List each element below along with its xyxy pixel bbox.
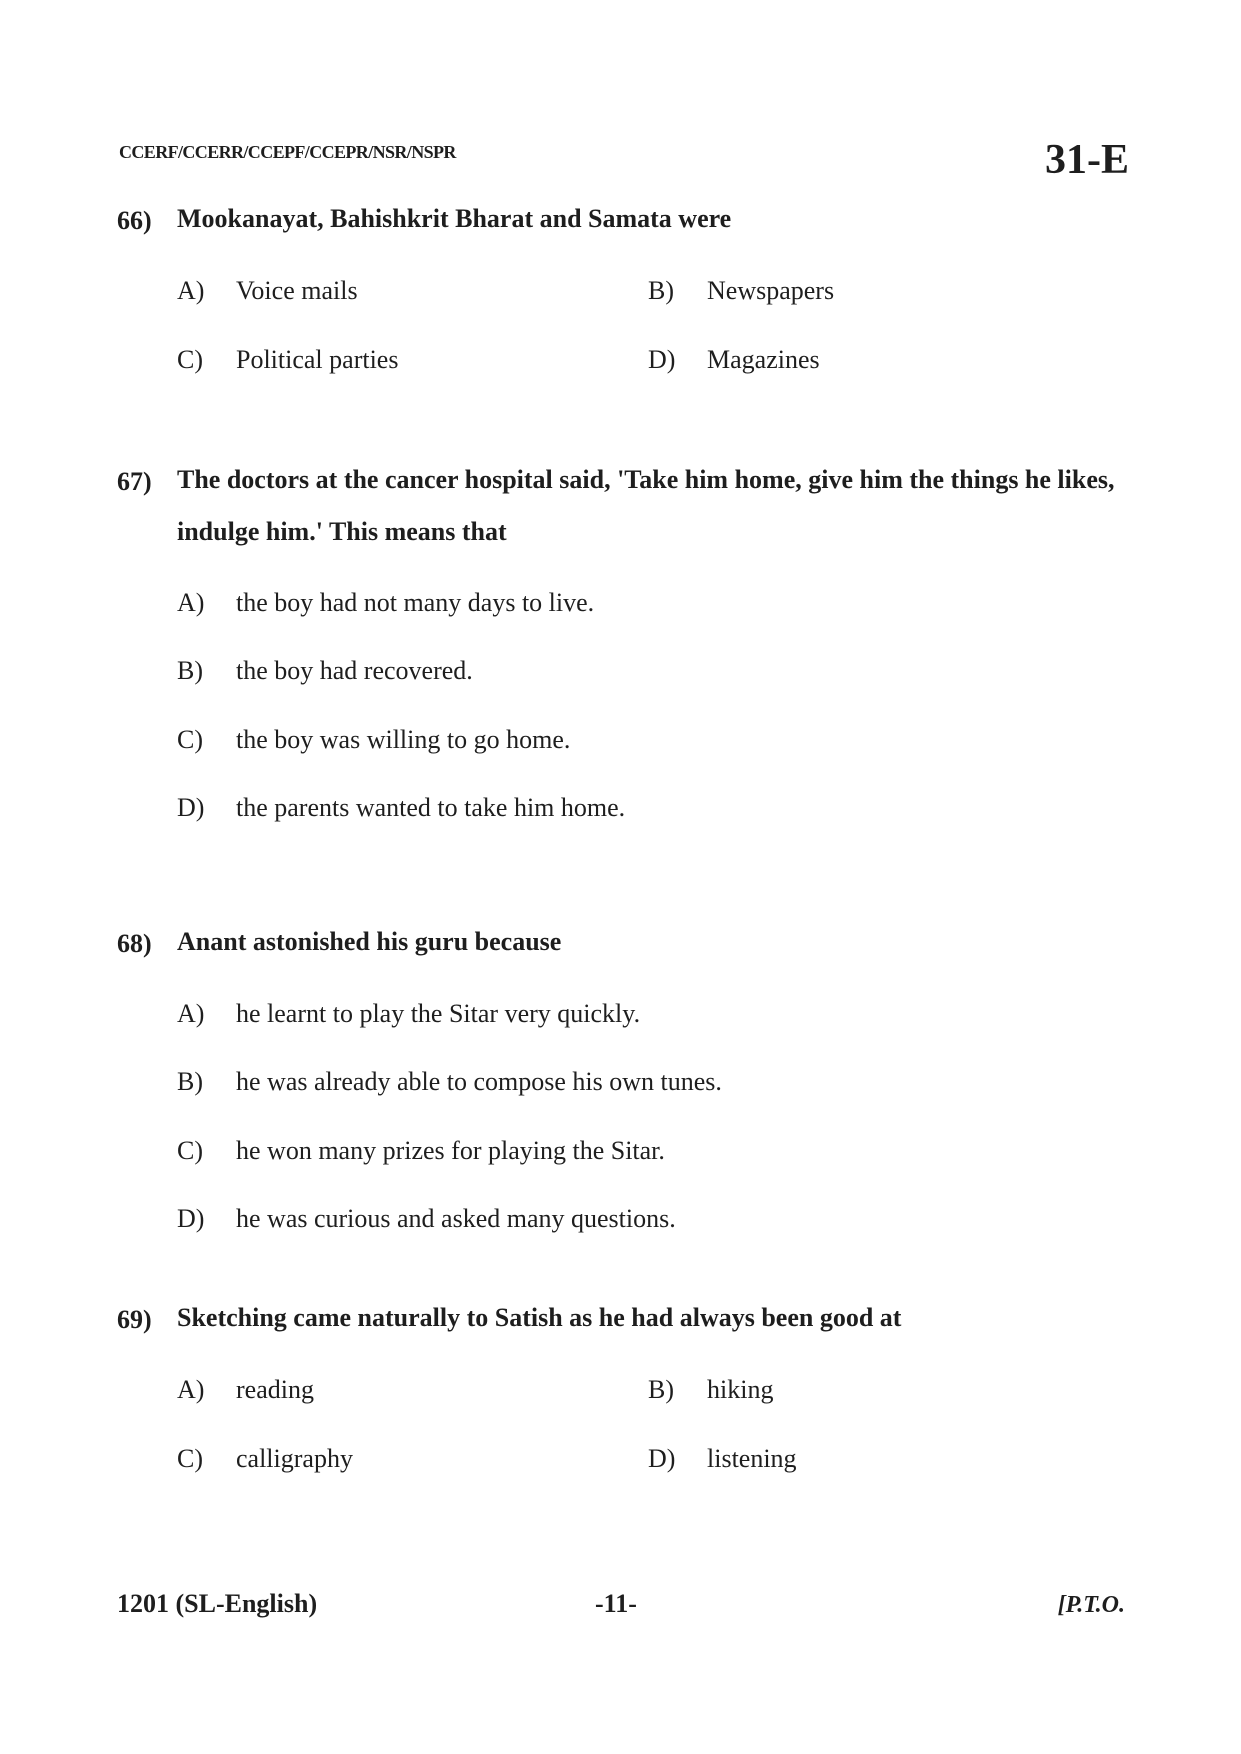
option-text: he learnt to play the Sitar very quickly.	[236, 999, 641, 1028]
option-letter: A)	[177, 999, 205, 1028]
paper-code: 31-E	[1045, 137, 1129, 183]
option-text: the boy had recovered.	[236, 656, 473, 685]
question-number: 68)	[117, 929, 152, 958]
option-letter: D)	[177, 793, 205, 822]
option-text: he was curious and asked many questions.	[236, 1204, 676, 1233]
option-text: reading	[236, 1375, 314, 1404]
option-text: Newspapers	[707, 276, 835, 305]
option-letter: B)	[648, 1375, 674, 1404]
option-text: he won many prizes for playing the Sitar.	[236, 1136, 665, 1165]
option-letter: B)	[177, 656, 203, 685]
option-text: he was already able to compose his own tunes.	[236, 1067, 722, 1096]
question-number: 66)	[117, 206, 152, 235]
option-text: Voice mails	[236, 276, 358, 305]
option-text: Magazines	[707, 345, 820, 374]
footer-pto: [P.T.O.	[1057, 1592, 1125, 1618]
question-number: 69)	[117, 1305, 152, 1334]
option-letter: C)	[177, 345, 203, 374]
option-letter: D)	[177, 1204, 205, 1233]
option-letter: D)	[648, 345, 676, 374]
question-text: Anant astonished his guru because	[177, 927, 562, 956]
option-letter: D)	[648, 1444, 676, 1473]
option-letter: C)	[177, 725, 203, 754]
option-text: the boy had not many days to live.	[236, 588, 595, 617]
question-text: Mookanayat, Bahishkrit Bharat and Samata were	[177, 204, 732, 233]
option-letter: A)	[177, 588, 205, 617]
option-text: Political parties	[236, 345, 399, 374]
footer-subject-code: 1201 (SL-English)	[117, 1589, 318, 1618]
option-text: calligraphy	[236, 1444, 353, 1473]
question-text: The doctors at the cancer hospital said, 'Take him home, give him the things he likes, indulge him.' This means that	[177, 465, 1115, 546]
option-letter: A)	[177, 1375, 205, 1404]
footer-page-number: -11-	[595, 1589, 637, 1618]
option-letter: C)	[177, 1444, 203, 1473]
option-text: the boy was willing to go home.	[236, 725, 571, 754]
option-letter: C)	[177, 1136, 203, 1165]
option-text: hiking	[707, 1375, 774, 1404]
option-text: listening	[707, 1444, 797, 1473]
series-code: CCERF/CCERR/CCEPF/CCEPR/NSR/NSPR	[119, 142, 456, 162]
option-letter: B)	[177, 1067, 203, 1096]
option-letter: A)	[177, 276, 205, 305]
option-letter: B)	[648, 276, 674, 305]
option-text: the parents wanted to take him home.	[236, 793, 626, 822]
question-text: Sketching came naturally to Satish as he had always been good at	[177, 1303, 902, 1332]
question-number: 67)	[117, 467, 152, 496]
